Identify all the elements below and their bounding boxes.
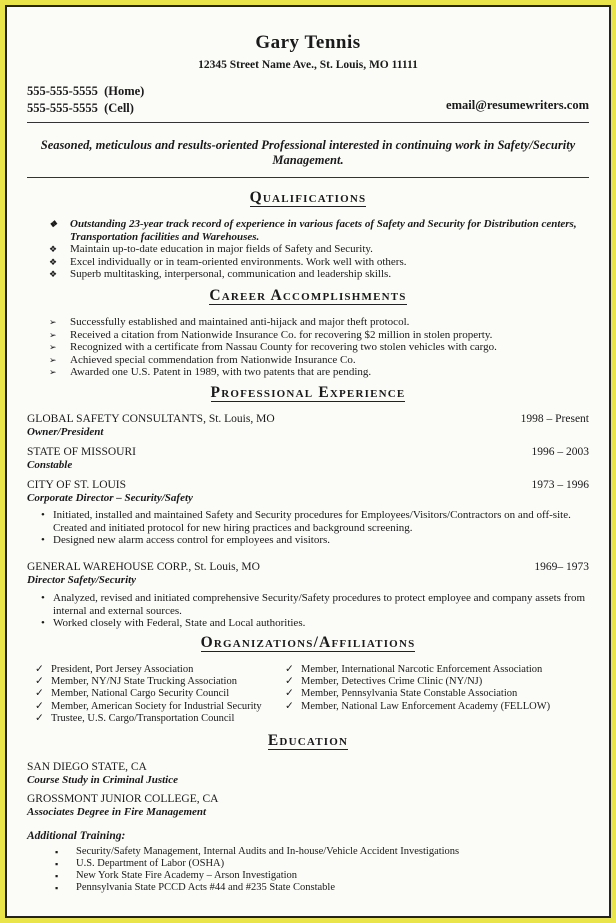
job-duties-list (41, 592, 589, 630)
diamond-bullet-icon: ❖ (49, 219, 58, 229)
list-item: ✓ President, Port Jersey Association (35, 664, 194, 675)
degree: Course Study in Criminal Justice (27, 773, 178, 786)
check-icon: ✓ (35, 676, 44, 688)
list-item: ➢ Successfully established and maintained anti-hijack and major theft protocol. (49, 316, 410, 328)
arrow-bullet-icon: ➢ (49, 354, 57, 365)
list-item: ✓ Member, American Society for Industrial Security (35, 700, 262, 712)
list-item: • Worked closely with Federal, State and Local authorities. (41, 617, 589, 630)
diamond-bullet-icon: ❖ (49, 269, 58, 279)
education-entry (27, 761, 178, 786)
organizations-heading: Organizations/Affiliations (200, 634, 416, 651)
list-item: ✓ Member, International Narcotic Enforcement Association (285, 664, 543, 675)
list-item: ❖ Superb multitasking, interpersonal, communication and leadership skills. (49, 268, 392, 280)
qualifications-list (49, 218, 589, 281)
job-entry (27, 561, 589, 586)
job-employer: STATE OF MISSOURI (27, 446, 136, 458)
list-item: ➢ Received a citation from Nationwide Insurance Co. for recovering $2 million in stolen property. (49, 328, 493, 341)
list-item: ❖ Outstanding 23-year track record of experience in various facets of Safety and Security for Distribution centers, Transportation facilities and Warehouses. (49, 218, 577, 243)
check-icon: ✓ (35, 664, 44, 675)
list-item: ✓ Member, Detectives Crime Clinic (NY/NJ) (285, 676, 483, 688)
arrow-bullet-icon: ➢ (49, 329, 57, 340)
objective-statement: Seasoned, meticulous and results-oriented Professional interested in continuing work in Safety/Security Management. (40, 138, 576, 167)
list-item: ➢ Achieved special commendation from Nationwide Insurance Co. (49, 353, 356, 366)
list-item: ➢ Awarded one U.S. Patent in 1989, with two patents that are pending. (49, 366, 372, 378)
job-employer: CITY OF ST. LOUIS (27, 479, 127, 491)
candidate-name: Gary Tennis (255, 32, 361, 53)
check-icon: ✓ (285, 664, 294, 675)
job-dates: 1969– 1973 (534, 561, 589, 573)
divider-top (27, 122, 589, 123)
phone-home: 555-555-5555 (Home) (27, 84, 145, 98)
job-title: Corporate Director – Security/Safety (27, 491, 193, 504)
list-item: ✓ Member, National Law Enforcement Academy (FELLOW) (285, 700, 551, 712)
accomplishments-list (49, 316, 589, 379)
job-title: Owner/President (27, 425, 104, 438)
organizations-right-list (285, 664, 585, 713)
phone-block (27, 83, 144, 117)
school-name: SAN DIEGO STATE, CA (27, 761, 147, 773)
list-item: ▪ New York State Fire Academy – Arson Investigation (55, 870, 585, 882)
job-employer: GLOBAL SAFETY CONSULTANTS, St. Louis, MO (27, 413, 275, 425)
job-entry (27, 446, 589, 471)
list-item: ▪ Pennsylvania State PCCD Acts #44 and #235 State Constable (55, 882, 585, 894)
list-item: ❖ Excel individually or in team-oriented environments. Work well with others. (49, 255, 407, 268)
degree: Associates Degree in Fire Management (27, 805, 207, 818)
list-item: • Analyzed, revised and initiated comprehensive Security/Safety procedures to protect employee and company assets from internal and external sources. (41, 592, 589, 617)
job-duties-list (41, 509, 589, 547)
phone-cell: 555-555-5555 (Cell) (27, 101, 134, 115)
job-title: Constable (27, 458, 73, 471)
check-icon: ✓ (35, 688, 44, 700)
job-dates: 1996 – 2003 (531, 446, 589, 458)
accomplishments-heading: Career Accomplishments (209, 287, 407, 304)
diamond-bullet-icon: ❖ (49, 244, 58, 254)
list-item: • Initiated, installed and maintained Safety and Security procedures for Employees/Visitors/Contractors on and off-site. Created and initiated protocol for new hiring practices and background screening. (41, 509, 589, 534)
email-address: email@resumewriters.com (446, 98, 589, 112)
check-icon: ✓ (285, 676, 294, 688)
check-icon: ✓ (35, 712, 44, 724)
qualifications-heading: Qualifications (249, 189, 367, 206)
resume-page (7, 7, 609, 916)
list-item: ➢ Recognized with a certificate from Nassau County for recovering two stolen vehicles with cargo. (49, 341, 497, 353)
job-entry (27, 413, 589, 438)
list-item: ▪ U.S. Department of Labor (OSHA) (55, 858, 585, 870)
additional-training-label: Additional Training: (27, 830, 126, 842)
job-title: Director Safety/Security (27, 573, 137, 586)
street-address: 12345 Street Name Ave., St. Louis, MO 11111 (198, 59, 418, 71)
education-entry (27, 793, 218, 818)
list-item: ✓ Member, Pennsylvania State Constable Association (285, 688, 518, 700)
school-name: GROSSMONT JUNIOR COLLEGE, CA (27, 793, 219, 805)
divider-objective (27, 177, 589, 178)
list-item: ✓ Member, National Cargo Security Council (35, 688, 230, 700)
list-item: ✓ Trustee, U.S. Cargo/Transportation Council (35, 712, 235, 724)
arrow-bullet-icon: ➢ (49, 342, 57, 352)
list-item: ❖ Maintain up-to-date education in major fields of Safety and Security. (49, 243, 373, 255)
training-list (55, 846, 585, 894)
arrow-bullet-icon: ➢ (49, 367, 57, 377)
job-dates: 1973 – 1996 (531, 479, 589, 491)
experience-heading: Professional Experience (210, 384, 406, 401)
job-dates: 1998 – Present (520, 413, 589, 425)
check-icon: ✓ (285, 688, 294, 700)
check-icon: ✓ (285, 700, 294, 712)
job-employer: GENERAL WAREHOUSE CORP., St. Louis, MO (27, 561, 260, 573)
arrow-bullet-icon: ➢ (49, 317, 57, 327)
education-heading: Education (267, 732, 349, 749)
diamond-bullet-icon: ❖ (49, 256, 58, 267)
page-frame (5, 5, 611, 918)
check-icon: ✓ (35, 700, 44, 712)
list-item: ✓ Member, NY/NJ State Trucking Association (35, 676, 237, 688)
list-item: ▪ Security/Safety Management, Internal Audits and In-house/Vehicle Accident Investigations (55, 846, 585, 858)
list-item: • Designed new alarm access control for employees and visitors. (41, 534, 589, 547)
job-entry (27, 479, 589, 504)
